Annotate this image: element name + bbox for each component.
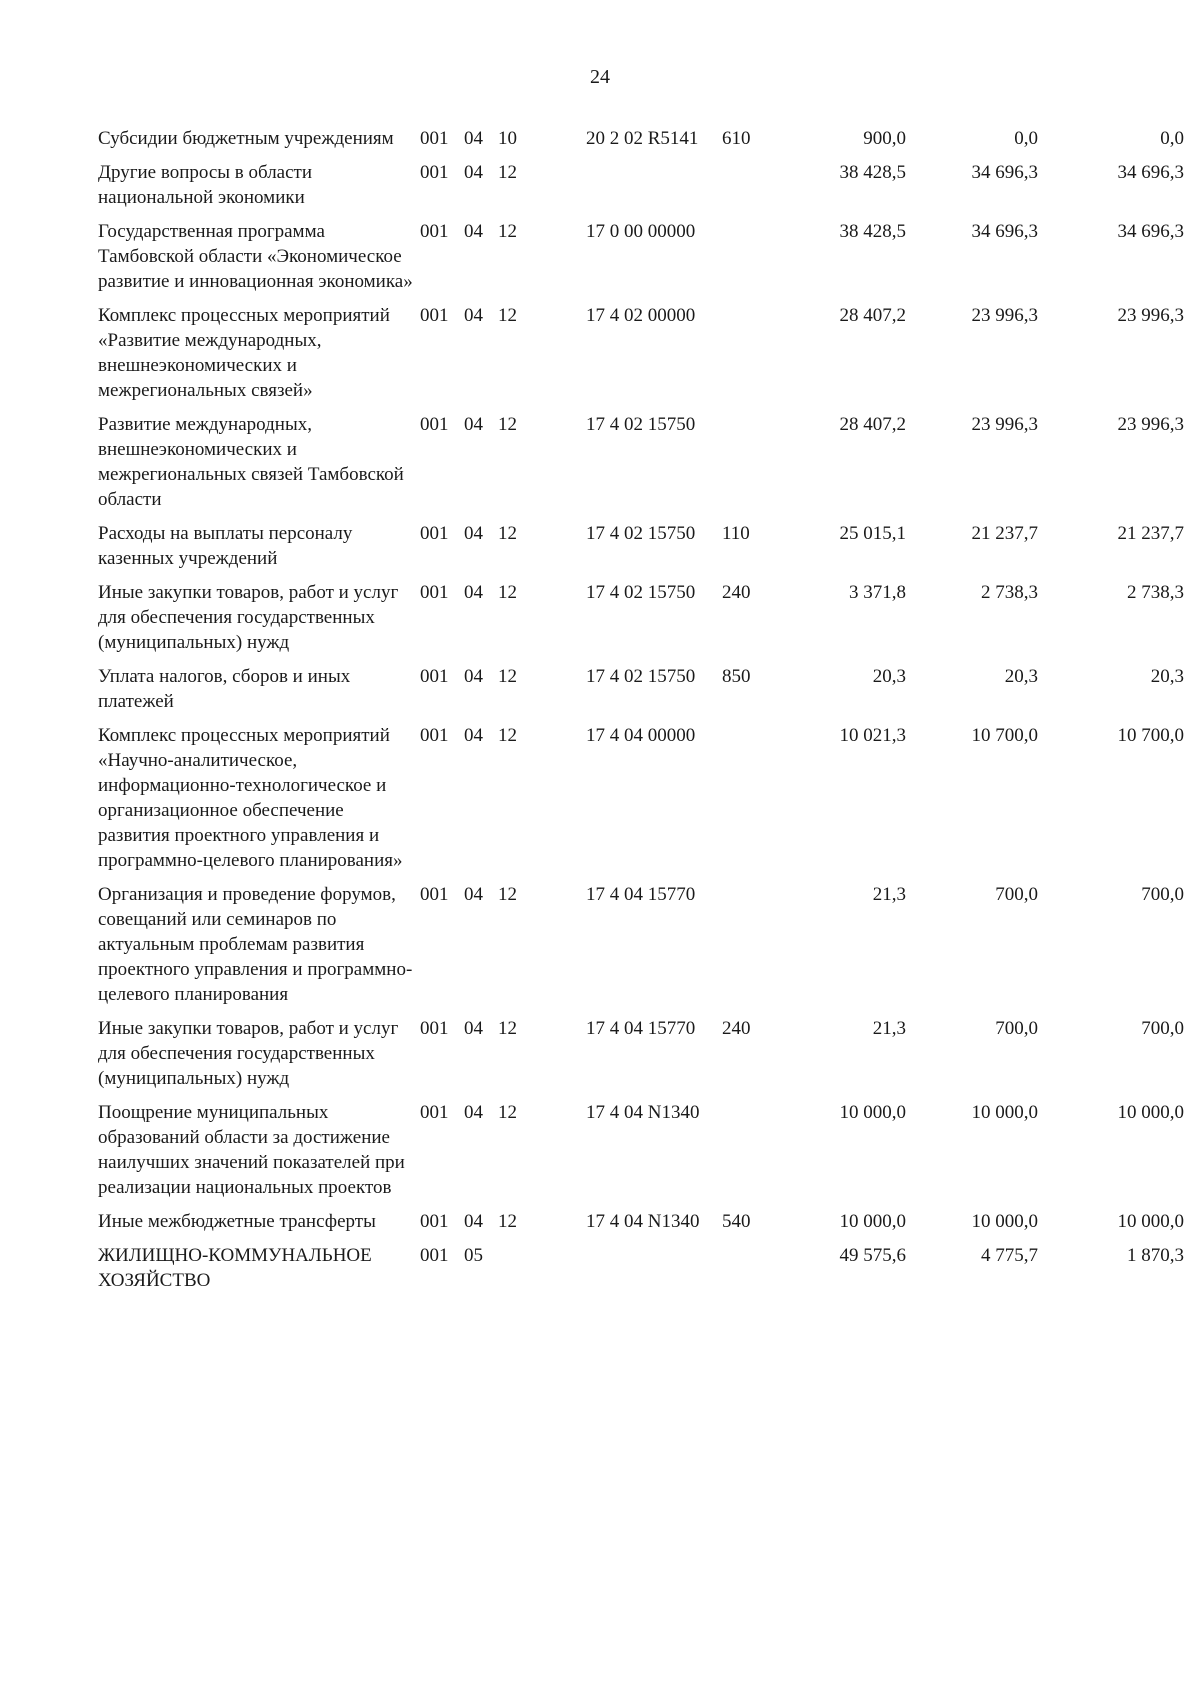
row-section-code: 04 (464, 666, 483, 687)
page-number: 24 (590, 66, 610, 88)
row-section-code: 04 (464, 1211, 483, 1232)
table-row (98, 1016, 1184, 1100)
row-amount-2: 700,0 (995, 884, 1038, 905)
row-admin-code: 001 (420, 523, 449, 544)
row-amount-1: 21,3 (872, 1018, 906, 1039)
row-name: ЖИЛИЩНО-КОММУНАЛЬНОЕ ХОЗЯЙСТВО (98, 1245, 372, 1291)
table-row (98, 1100, 1184, 1209)
row-expense-type: 850 (722, 666, 751, 687)
table-row (98, 1209, 1184, 1243)
row-admin-code: 001 (420, 414, 449, 435)
budget-table (98, 126, 1184, 1302)
row-amount-3: 10 000,0 (1117, 1211, 1184, 1232)
row-section-code: 04 (464, 128, 483, 149)
row-amount-2: 10 000,0 (971, 1211, 1038, 1232)
row-admin-code: 001 (420, 221, 449, 242)
row-section-code: 04 (464, 523, 483, 544)
row-target-article: 17 4 02 00000 (586, 305, 696, 326)
row-amount-3: 1 870,3 (1127, 1245, 1184, 1266)
row-amount-3: 0,0 (1160, 128, 1184, 149)
table-row (98, 412, 1184, 521)
row-expense-type (722, 882, 768, 1016)
row-expense-type (722, 219, 768, 303)
row-expense-type: 110 (722, 523, 750, 544)
row-name: Государственная программа Тамбовской области «Экономическое развитие и инновационная экономика» (98, 221, 413, 292)
row-section-code: 04 (464, 1102, 483, 1123)
row-amount-2: 0,0 (1014, 128, 1038, 149)
row-name: Иные закупки товаров, работ и услуг для обеспечения государственных (муниципальных) нужд (98, 1018, 399, 1089)
row-amount-2: 20,3 (1004, 666, 1038, 687)
row-amount-2: 2 738,3 (981, 582, 1038, 603)
row-name: Поощрение муниципальных образований области за достижение наилучших значений показателей при реализации национальных проектов (98, 1102, 405, 1198)
row-amount-1: 28 407,2 (839, 305, 906, 326)
row-section-code: 04 (464, 305, 483, 326)
row-amount-3: 2 738,3 (1127, 582, 1184, 603)
row-amount-2: 21 237,7 (971, 523, 1038, 544)
row-expense-type (722, 723, 768, 882)
row-subsection-code: 12 (498, 414, 517, 435)
row-amount-3: 10 000,0 (1117, 1102, 1184, 1123)
row-name: Уплата налогов, сборов и иных платежей (98, 666, 351, 712)
row-name: Развитие международных, внешнеэкономических и межрегиональных связей Тамбовской области (98, 414, 404, 510)
row-amount-1: 20,3 (872, 666, 906, 687)
row-amount-3: 34 696,3 (1117, 221, 1184, 242)
row-subsection-code: 12 (498, 582, 517, 603)
row-amount-3: 700,0 (1141, 884, 1184, 905)
table-row (98, 723, 1184, 882)
row-target-article (586, 1243, 722, 1302)
table-row (98, 303, 1184, 412)
row-target-article: 17 4 04 N1340 (586, 1102, 700, 1123)
row-subsection-code: 12 (498, 725, 517, 746)
row-expense-type: 240 (722, 582, 751, 603)
table-body (98, 126, 1184, 1302)
row-section-code: 04 (464, 414, 483, 435)
row-target-article: 17 4 02 15750 (586, 666, 696, 687)
table-row (98, 882, 1184, 1016)
row-amount-1: 49 575,6 (839, 1245, 906, 1266)
row-subsection-code (498, 1243, 586, 1302)
row-expense-type (722, 160, 768, 219)
row-target-article: 17 4 02 15750 (586, 582, 696, 603)
row-subsection-code: 12 (498, 523, 517, 544)
row-subsection-code: 12 (498, 1018, 517, 1039)
row-name: Организация и проведение форумов, совещаний или семинаров по актуальным проблемам развития проектного управления и программно-целевого планирования (98, 884, 413, 1005)
row-admin-code: 001 (420, 1102, 449, 1123)
table-row (98, 126, 1184, 160)
row-expense-type (722, 1243, 768, 1302)
row-admin-code: 001 (420, 582, 449, 603)
table-row (98, 580, 1184, 664)
row-amount-2: 23 996,3 (971, 414, 1038, 435)
row-name: Иные закупки товаров, работ и услуг для обеспечения государственных (муниципальных) нужд (98, 582, 399, 653)
row-admin-code: 001 (420, 162, 449, 183)
row-amount-1: 38 428,5 (839, 162, 906, 183)
row-name: Иные межбюджетные трансферты (98, 1211, 376, 1232)
row-name: Комплекс процессных мероприятий «Научно-аналитическое, информационно-технологическое и организационное обеспечение развития проектного управления и программно-целевого планирования» (98, 725, 403, 871)
row-admin-code: 001 (420, 1211, 449, 1232)
row-name: Субсидии бюджетным учреждениям (98, 128, 394, 149)
row-admin-code: 001 (420, 305, 449, 326)
row-target-article: 17 0 00 00000 (586, 221, 696, 242)
row-amount-3: 23 996,3 (1117, 414, 1184, 435)
row-admin-code: 001 (420, 1245, 449, 1266)
row-amount-2: 34 696,3 (971, 162, 1038, 183)
table-row (98, 1243, 1184, 1302)
row-subsection-code: 12 (498, 305, 517, 326)
row-amount-1: 10 021,3 (839, 725, 906, 746)
row-subsection-code: 12 (498, 884, 517, 905)
row-amount-1: 3 371,8 (849, 582, 906, 603)
row-section-code: 04 (464, 582, 483, 603)
row-section-code: 05 (464, 1245, 483, 1266)
row-amount-1: 10 000,0 (839, 1102, 906, 1123)
row-expense-type: 540 (722, 1211, 751, 1232)
row-subsection-code: 10 (498, 128, 517, 149)
table-row (98, 521, 1184, 580)
row-target-article: 17 4 02 15750 (586, 414, 696, 435)
row-amount-3: 23 996,3 (1117, 305, 1184, 326)
row-amount-1: 28 407,2 (839, 414, 906, 435)
row-section-code: 04 (464, 221, 483, 242)
row-admin-code: 001 (420, 1018, 449, 1039)
row-amount-3: 700,0 (1141, 1018, 1184, 1039)
row-expense-type (722, 1100, 768, 1209)
row-amount-2: 700,0 (995, 1018, 1038, 1039)
row-subsection-code: 12 (498, 221, 517, 242)
row-admin-code: 001 (420, 128, 449, 149)
row-name: Другие вопросы в области национальной экономики (98, 162, 313, 208)
row-section-code: 04 (464, 725, 483, 746)
row-target-article: 17 4 02 15750 (586, 523, 696, 544)
row-expense-type (722, 412, 768, 521)
row-target-article: 17 4 04 15770 (586, 1018, 696, 1039)
row-target-article: 17 4 04 00000 (586, 725, 696, 746)
row-amount-2: 4 775,7 (981, 1245, 1038, 1266)
row-expense-type (722, 303, 768, 412)
row-target-article: 17 4 04 N1340 (586, 1211, 700, 1232)
table-row (98, 664, 1184, 723)
row-expense-type: 240 (722, 1018, 751, 1039)
row-amount-1: 25 015,1 (839, 523, 906, 544)
row-amount-2: 23 996,3 (971, 305, 1038, 326)
row-name: Комплекс процессных мероприятий «Развитие международных, внешнеэкономических и межрегиональных связей» (98, 305, 390, 401)
row-section-code: 04 (464, 162, 483, 183)
row-amount-2: 10 700,0 (971, 725, 1038, 746)
row-amount-3: 34 696,3 (1117, 162, 1184, 183)
table-row (98, 160, 1184, 219)
row-section-code: 04 (464, 1018, 483, 1039)
row-subsection-code: 12 (498, 1211, 517, 1232)
row-admin-code: 001 (420, 725, 449, 746)
row-subsection-code: 12 (498, 666, 517, 687)
row-amount-2: 34 696,3 (971, 221, 1038, 242)
row-subsection-code: 12 (498, 1102, 517, 1123)
row-amount-2: 10 000,0 (971, 1102, 1038, 1123)
row-admin-code: 001 (420, 884, 449, 905)
row-name: Расходы на выплаты персоналу казенных учреждений (98, 523, 353, 569)
row-expense-type: 610 (722, 128, 751, 149)
row-amount-1: 38 428,5 (839, 221, 906, 242)
row-amount-1: 21,3 (872, 884, 906, 905)
row-target-article (586, 160, 722, 219)
row-amount-1: 10 000,0 (839, 1211, 906, 1232)
row-target-article: 17 4 04 15770 (586, 884, 696, 905)
row-subsection-code: 12 (498, 162, 517, 183)
row-admin-code: 001 (420, 666, 449, 687)
row-target-article: 20 2 02 R5141 (586, 128, 699, 149)
table-row (98, 219, 1184, 303)
row-section-code: 04 (464, 884, 483, 905)
row-amount-3: 20,3 (1150, 666, 1184, 687)
row-amount-3: 10 700,0 (1117, 725, 1184, 746)
row-amount-1: 900,0 (863, 128, 906, 149)
row-amount-3: 21 237,7 (1117, 523, 1184, 544)
